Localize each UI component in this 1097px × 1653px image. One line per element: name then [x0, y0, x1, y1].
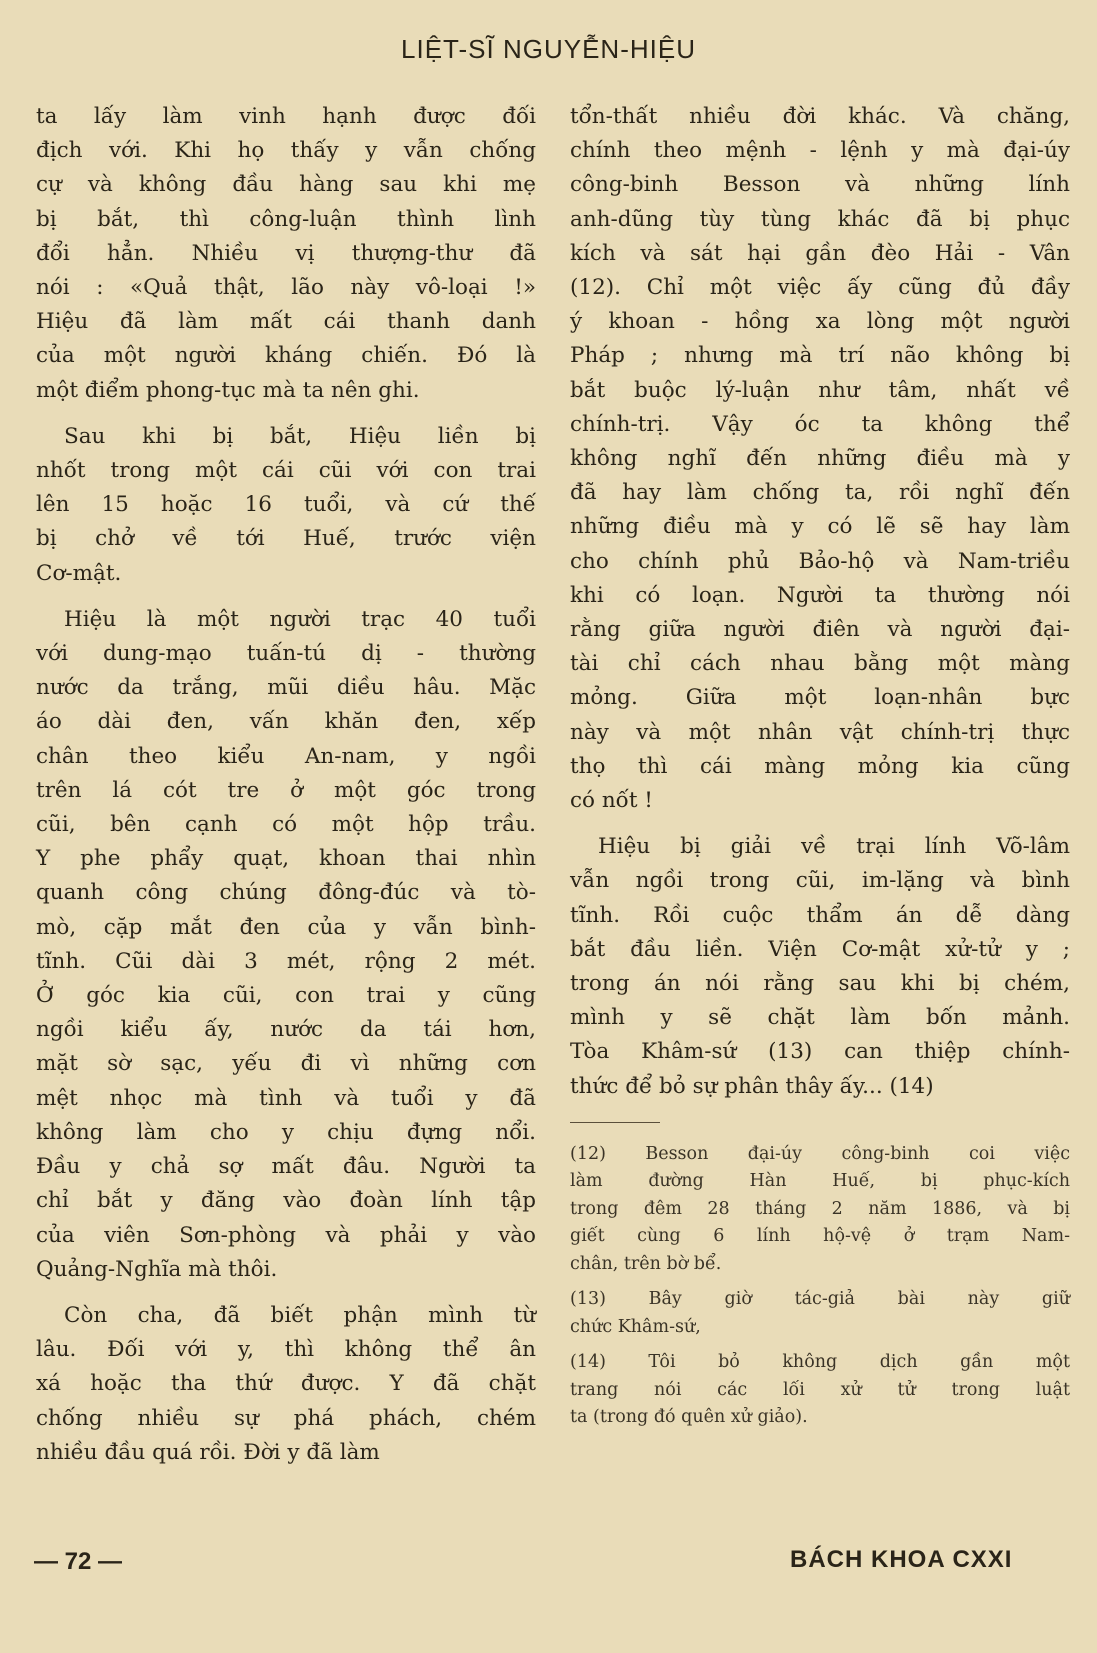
text-line: tổn-thất nhiều đời khác. Và chăng, — [570, 104, 1070, 129]
text-line: xá hoặc tha thứ được. Y đã chặt — [36, 1371, 536, 1397]
text-line: (12) Besson đại-úy công-binh coi việc — [570, 1143, 1070, 1164]
text-line: áo dài đen, vấn khăn đen, xếp — [36, 709, 536, 735]
text-line: Hiệu bị giải về trại lính Võ-lâm — [598, 834, 1070, 860]
right-column-body — [570, 100, 1070, 1104]
text-line: cho chính phủ Bảo-hộ và Nam-triều — [570, 548, 1070, 574]
text-line: mỏng. Giữa một loạn-nhân bực — [570, 685, 1070, 711]
text-line: Tòa Khâm-sứ (13) can thiệp chính- — [570, 1039, 1070, 1065]
text-line: tĩnh. Cũi dài 3 mét, rộng 2 mét. — [36, 948, 536, 974]
text-line: bắt buộc lý-luận như tâm, nhất về — [570, 377, 1070, 403]
text-line: kích và sát hại gần đèo Hải - Vân — [570, 240, 1070, 266]
text-line: đã hay làm chống ta, rồi nghĩ đến — [570, 480, 1070, 506]
text-line: (14) Tôi bỏ không dịch gần một — [570, 1352, 1070, 1373]
text-line: mình y sẽ chặt làm bốn mảnh. — [570, 1005, 1070, 1031]
paragraph — [36, 603, 536, 1287]
magazine-issue: BÁCH KHOA CXXI — [790, 1546, 1013, 1573]
text-line: anh-dũng tùy tùng khác đã bị phục — [570, 206, 1070, 232]
text-line: của một người kháng chiến. Đó là — [36, 343, 536, 369]
text-line: ta lấy làm vinh hạnh được đối — [36, 104, 536, 129]
text-line: mò, cặp mắt đen của y vẫn bình- — [36, 914, 536, 940]
text-line: Pháp ; nhưng mà trí não không bị — [570, 343, 1070, 369]
text-line: mặt sờ sạc, yếu đi vì những cơn — [36, 1051, 536, 1077]
text-line: thọ thì cái màng mỏng kia cũng — [570, 753, 1070, 779]
text-line: chỉ bắt y đăng vào đoàn lính tập — [36, 1188, 536, 1214]
left-column — [36, 100, 536, 1482]
text-line: nước da trắng, mũi diều hâu. Mặc — [36, 675, 536, 701]
text-line: tĩnh. Rồi cuộc thẩm án dễ dàng — [570, 902, 1070, 928]
text-line: Quảng-Nghĩa mà thôi. — [36, 1256, 278, 1282]
text-line: Y phe phẩy quạt, khoan thai nhìn — [36, 846, 536, 872]
text-line: (12). Chỉ một việc ấy cũng đủ đầy — [570, 275, 1070, 301]
text-line: chống nhiều sự phá phách, chém — [36, 1405, 536, 1431]
footnote-separator — [570, 1122, 660, 1123]
text-line: thức để bỏ sự phân thây ấy... (14) — [570, 1073, 934, 1099]
text-line: quanh công chúng đông-đúc và tò- — [36, 880, 536, 906]
text-line: giết cùng 6 lính hộ-vệ ở trạm Nam- — [570, 1226, 1070, 1247]
paragraph — [36, 1299, 536, 1470]
text-line: của viên Sơn-phòng và phải y vào — [36, 1222, 536, 1248]
page-header: LIỆT-SĨ NGUYỄN-HIỆU — [401, 34, 696, 64]
text-line: không nghĩ đến những điều mà y — [570, 446, 1070, 472]
text-line: này và một nhân vật chính-trị thực — [570, 719, 1070, 745]
text-line: có nốt ! — [570, 788, 653, 814]
text-line: Đầu y chả sợ mất đâu. Người ta — [36, 1154, 536, 1180]
text-line: vẫn ngồi trong cũi, im-lặng và bình — [570, 868, 1070, 894]
paragraph — [570, 830, 1070, 1104]
text-line: đổi hẳn. Nhiều vị thượng-thư đã — [36, 240, 536, 266]
text-line: làm đường Hàn Huế, bị phục-kích — [570, 1171, 1070, 1192]
page-number: — 72 — — [34, 1548, 123, 1575]
text-line: Cơ-mật. — [36, 560, 122, 586]
paragraph — [36, 420, 536, 591]
text-line: bắt đầu liền. Viện Cơ-mật xử-tử y ; — [570, 936, 1070, 962]
text-line: trong án nói rằng sau khi bị chém, — [570, 971, 1070, 997]
text-line: mệt nhọc mà tình và tuổi y đã — [36, 1085, 536, 1111]
text-line: Ở góc kia cũi, con trai y cũng — [36, 983, 536, 1009]
text-line: nhiều đầu quá rồi. Đời y đã làm — [36, 1439, 380, 1465]
text-line: công-binh Besson và những lính — [570, 172, 1070, 198]
text-line: trang nói các lối xử tử trong luật — [570, 1379, 1070, 1400]
text-line: ta (trong đó quên xử giảo). — [570, 1407, 808, 1428]
text-line: một điểm phong-tục mà ta nên ghi. — [36, 377, 420, 403]
text-line: trên lá cót tre ở một góc trong — [36, 777, 536, 803]
paragraph — [570, 100, 1070, 818]
text-line: nói : «Quả thật, lão này vô-loại !» — [36, 275, 536, 301]
text-line: rằng giữa người điên và người đại- — [570, 617, 1070, 643]
paragraph — [36, 100, 536, 408]
text-line: chính theo mệnh - lệnh y mà đại-úy — [570, 138, 1070, 164]
text-line: bị chở về tới Huế, trước viện — [36, 526, 536, 552]
footnote — [570, 1141, 1070, 1279]
text-line: Hiệu đã làm mất cái thanh danh — [36, 309, 536, 335]
text-line: cũi, bên cạnh có một hộp trầu. — [36, 812, 536, 838]
text-line: trong đêm 28 tháng 2 năm 1886, và bị — [570, 1198, 1070, 1219]
text-line: nhốt trong một cái cũi với con trai — [36, 458, 536, 484]
footnotes — [570, 1141, 1070, 1432]
text-line: không làm cho y chịu đựng nổi. — [36, 1119, 536, 1145]
text-line: Còn cha, đã biết phận mình từ — [64, 1302, 536, 1328]
text-line: lâu. Đối với y, thì không thể ân — [36, 1337, 536, 1363]
text-line: với dung-mạo tuấn-tú dị - thường — [36, 641, 536, 667]
text-line: (13) Bây giờ tác-giả bài này giữ — [570, 1289, 1070, 1310]
text-line: địch với. Khi họ thấy y vẫn chống — [36, 138, 536, 164]
text-line: bị bắt, thì công-luận thình lình — [36, 206, 536, 232]
text-line: chức Khâm-sứ, — [570, 1316, 701, 1337]
text-line: chính-trị. Vậy óc ta không thể — [570, 411, 1070, 437]
text-line: khi có loạn. Người ta thường nói — [570, 582, 1070, 608]
footnote — [570, 1286, 1070, 1341]
text-line: lên 15 hoặc 16 tuổi, và cứ thế — [36, 492, 536, 518]
footnote — [570, 1349, 1070, 1432]
text-line: những điều mà y có lẽ sẽ hay làm — [570, 514, 1070, 540]
text-line: chân theo kiểu An-nam, y ngồi — [36, 743, 536, 769]
right-column — [570, 100, 1070, 1440]
text-line: Hiệu là một người trạc 40 tuổi — [64, 606, 536, 632]
text-line: ngồi kiểu ấy, nước da tái hơn, — [36, 1017, 536, 1043]
text-line: Sau khi bị bắt, Hiệu liền bị — [64, 423, 536, 449]
text-line: ý khoan - hồng xa lòng một người — [570, 309, 1070, 335]
text-line: cự và không đầu hàng sau khi mẹ — [36, 172, 536, 198]
text-line: chân, trên bờ bể. — [570, 1253, 722, 1274]
text-line: tài chỉ cách nhau bằng một màng — [570, 651, 1070, 677]
